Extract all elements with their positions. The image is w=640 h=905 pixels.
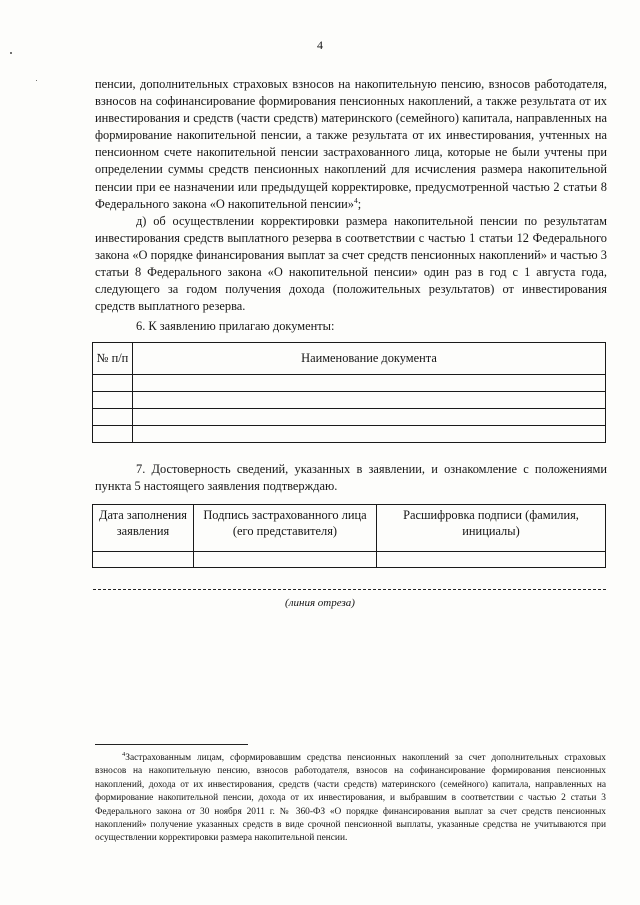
cut-line (93, 589, 606, 590)
table-cell[interactable] (93, 392, 133, 409)
section-6-text: 6. К заявлению прилагаю документы: (136, 319, 335, 333)
table-header-row (93, 505, 606, 552)
footnote-separator (95, 744, 248, 745)
section-7 (95, 461, 607, 495)
law-title: «О накопительной пенсии» (209, 196, 354, 211)
table-cell[interactable] (93, 375, 133, 392)
table-cell[interactable] (133, 409, 606, 426)
paragraph-d: д) об осуществлении корректировки размера накопительной пенсии по результатам инвестирования средств выплатного резерва в соответствии с частью 1 статьи 12 Федерального закона «О порядке финансирования выплат за счет средств пенсионных накоплений» и частью 3 статьи 8 Федерального закона «О накопительной пенсии» один раз в год с 1 августа года, следующего за годом получения дохода (положительных результатов) от инвестирования средств выплатного резерва. (95, 213, 607, 314)
paragraph-continuation (95, 76, 607, 213)
footnote-marker: 4 (353, 195, 358, 205)
col-document-name-header: Наименование документа (133, 343, 606, 375)
footnote-number: 4 (122, 750, 126, 758)
col-signature-header: Подпись застрахованного лица (его представителя) (194, 505, 377, 552)
scan-speck (10, 52, 12, 54)
table-cell[interactable] (133, 375, 606, 392)
cut-line-label: (линия отреза) (285, 597, 355, 609)
table-row (93, 426, 606, 443)
table-header-row (93, 343, 606, 375)
signature-decode-cell[interactable] (377, 552, 606, 568)
punctuation: ; (357, 196, 362, 211)
section-6-heading (95, 318, 607, 335)
col-number-header: № п/п (93, 343, 133, 375)
date-cell[interactable] (93, 552, 194, 568)
table-cell[interactable] (133, 426, 606, 443)
body-text-top (95, 76, 607, 315)
col-signature-decode-header: Расшифровка подписи (фамилия, инициалы) (377, 505, 606, 552)
page-number: 4 (317, 38, 323, 52)
table-row (93, 392, 606, 409)
table-cell[interactable] (133, 392, 606, 409)
table-row (93, 375, 606, 392)
scan-speck (36, 80, 37, 81)
col-date-header: Дата заполнения заявления (93, 505, 194, 552)
paragraph-text: пенсии, дополнительных страховых взносов на накопительную пенсию, взносов работодателя, взносов на софинансирование формирования пенсионных накоплений, а также результата от их инвестирования и средств (части средств) материнского (семейного) капитала, направленных на формирование накопительной пенсии, а также результата от их инвестирования, учтенных на пенсионном счете накопительной пенсии застрахованного лица, которые не были учтены при определении суммы средств пенсионных накоплений для исчисления размера накопительной пенсии при ее назначении или предыдущей корректировке, предусмотренной частью 2 статьи 8 Федерального закона (95, 77, 607, 211)
table-cell[interactable] (93, 409, 133, 426)
table-cell[interactable] (93, 426, 133, 443)
footnote (95, 752, 606, 846)
footnote-text: Застрахованным лицам, сформировавшим средства пенсионных накоплений за счет дополнительных страховых взносов на накопительную пенсию, взносов работодателя, взносов на софинансирование формирования пенсионных накоплений, дохода от их инвестирования, средств (части средств) материнского (семейного) капитала, направленных на формирование накопительной пенсии, дохода от их инвестирования, и выбравшим в соответствии с частью 2 статьи 3 Федерального закона от 30 ноября 2011 г. № 360-ФЗ «О порядке финансирования выплат за счет средств пенсионных накоплений» получение указанных средств в виде срочной пенсионной выплаты, указанные средства не учитываются при осуществлении корректировки размера накопительной пенсии. (95, 753, 606, 844)
table-row (93, 552, 606, 568)
signature-table (92, 504, 606, 568)
documents-table (92, 342, 606, 443)
signature-cell[interactable] (194, 552, 377, 568)
table-row (93, 409, 606, 426)
section-7-text: 7. Достоверность сведений, указанных в заявлении, и ознакомление с положениями пункта 5 настоящего заявления подтверждаю. (95, 462, 607, 494)
